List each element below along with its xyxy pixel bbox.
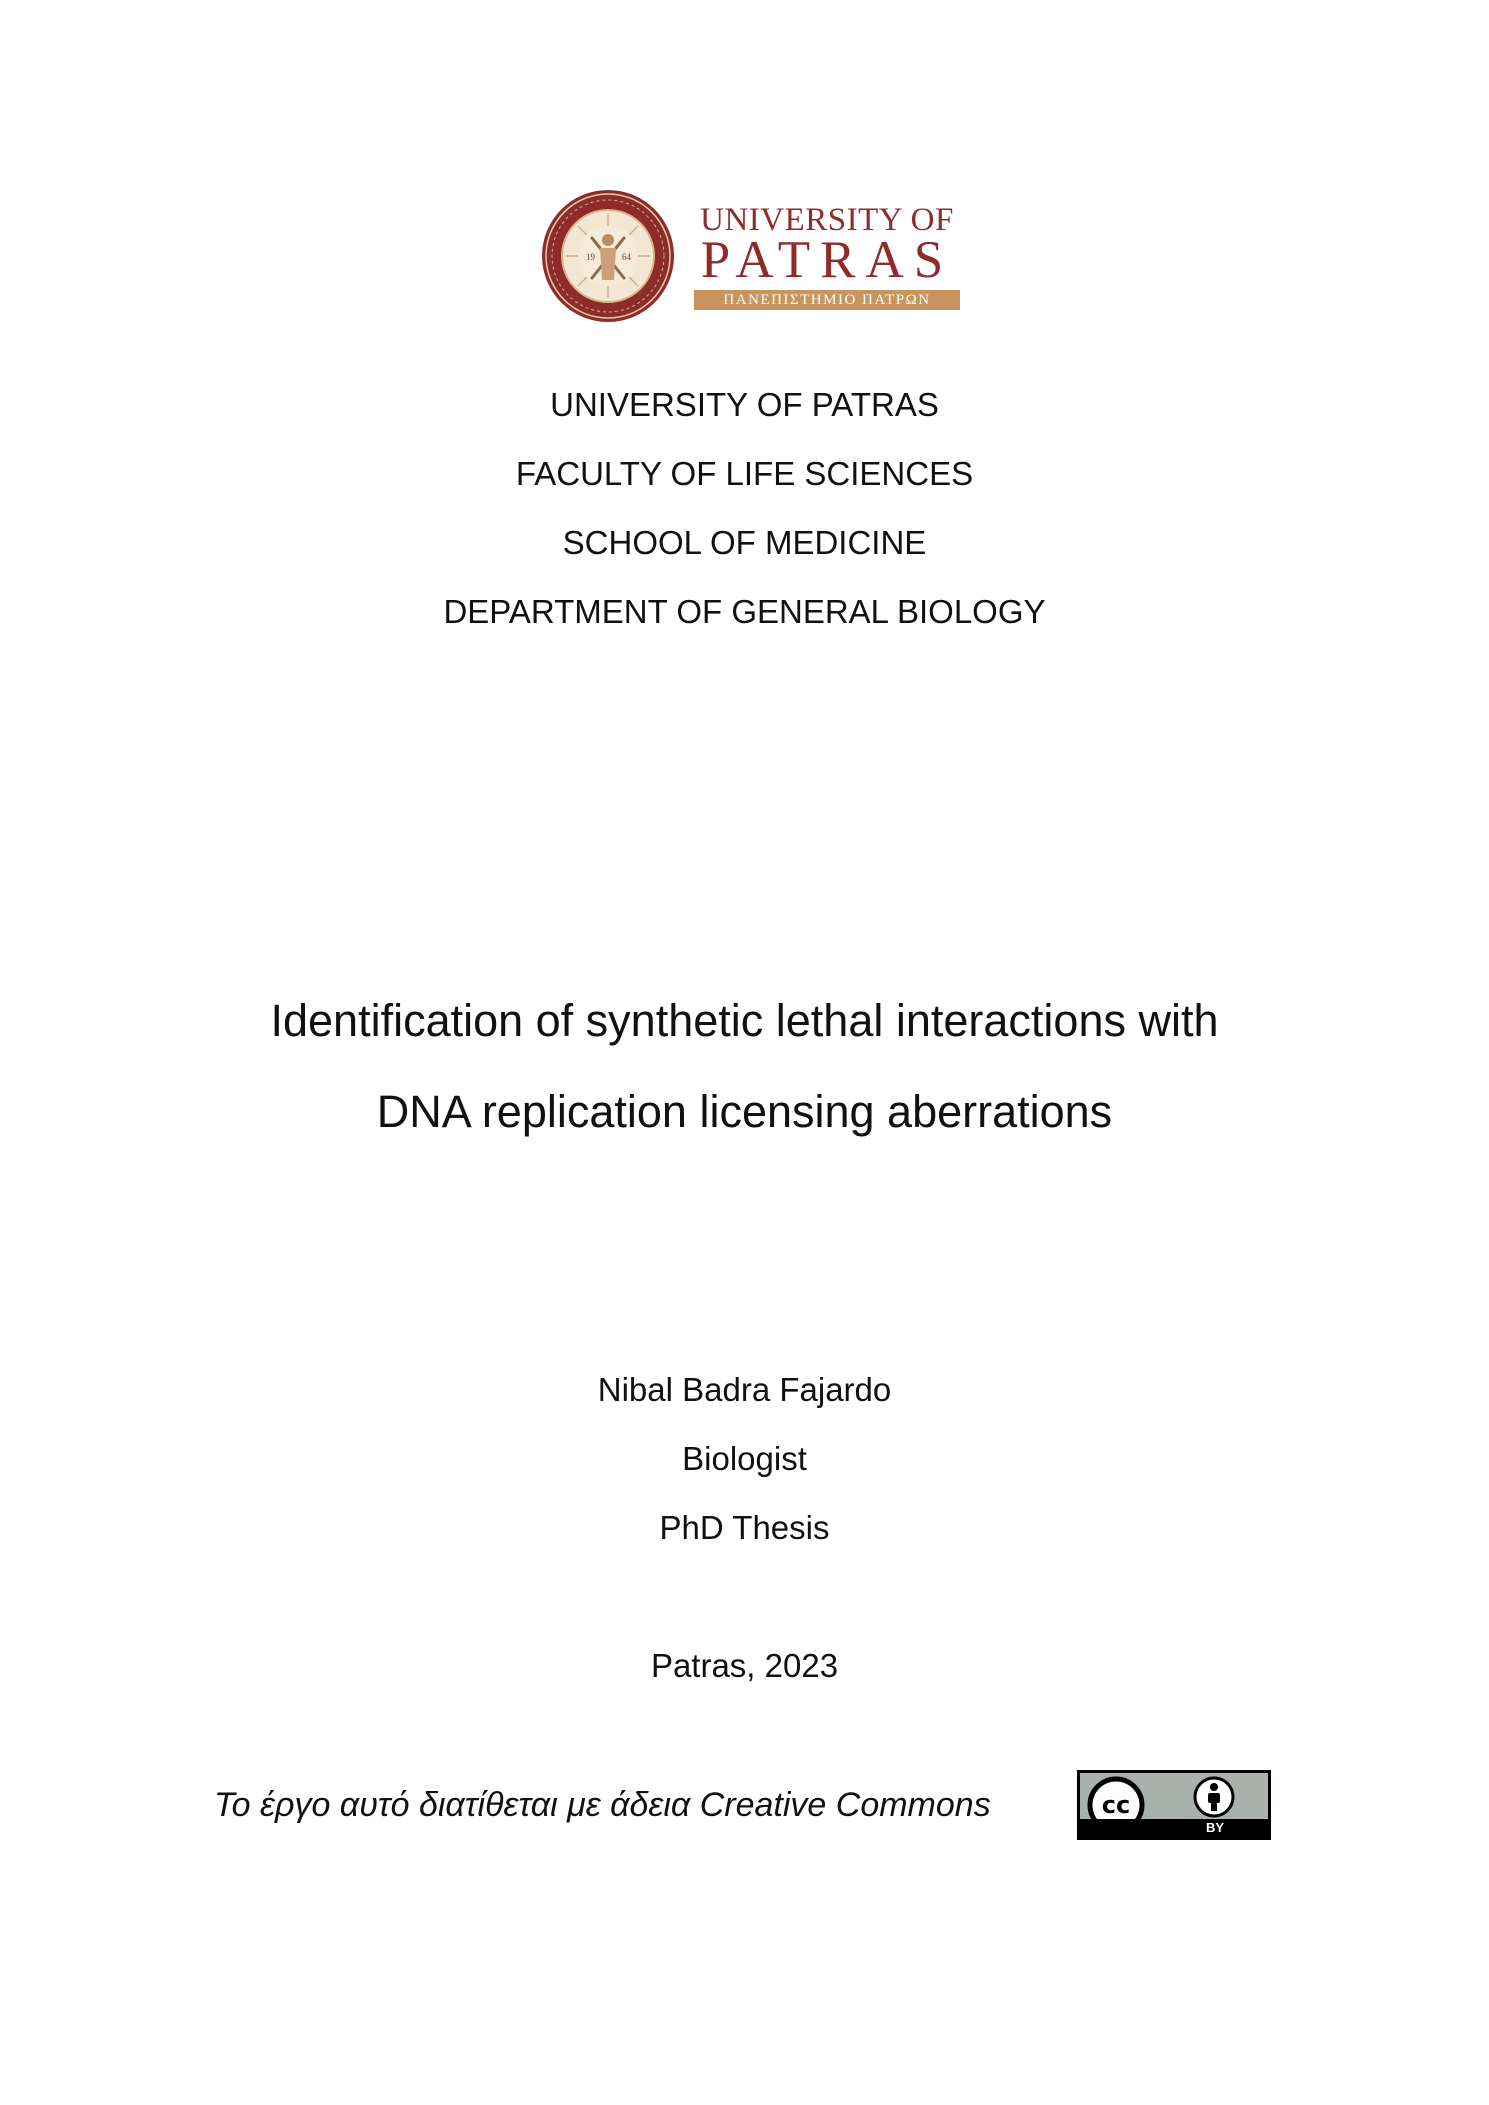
department-name: DEPARTMENT OF GENERAL BIOLOGY: [443, 593, 1046, 630]
university-seal-icon: [540, 188, 676, 324]
cc-by-label: BY: [1205, 1820, 1225, 1835]
place-date: Patras, 2023: [650, 1647, 839, 1684]
license-statement: Το έργο αυτό διατίθεται με άδεια Creative Commons: [214, 1786, 991, 1824]
thesis-title-line-2: DNA replication licensing aberrations: [376, 1086, 1113, 1137]
thesis-title-line-1: Identification of synthetic lethal interactions with: [270, 995, 1219, 1046]
faculty-name: FACULTY OF LIFE SCIENCES: [515, 455, 974, 492]
university-name: UNIVERSITY OF PATRAS: [550, 386, 939, 423]
cc-by-license-badge[interactable]: [1077, 1770, 1271, 1840]
author-name: Nibal Badra Fajardo: [597, 1371, 892, 1408]
wordmark-line-1: UNIVERSITY OF: [700, 202, 954, 238]
svg-text:cc: cc: [1101, 1791, 1131, 1819]
author-role: Biologist: [682, 1440, 807, 1477]
wordmark-greek-banner: ΠΑΝΕΠΙΣΤΗΜΙΟ ΠΑΤΡΩΝ: [694, 290, 960, 310]
seal-year-right: 64: [622, 252, 631, 262]
university-logo: [540, 188, 960, 324]
school-name: SCHOOL OF MEDICINE: [562, 524, 927, 561]
seal-year-left: 19: [586, 252, 595, 262]
thesis-type: PhD Thesis: [659, 1509, 830, 1546]
university-wordmark: [694, 202, 960, 312]
attribution-person-icon: [1192, 1775, 1236, 1819]
wordmark-line-2: PATRAS: [700, 231, 954, 289]
